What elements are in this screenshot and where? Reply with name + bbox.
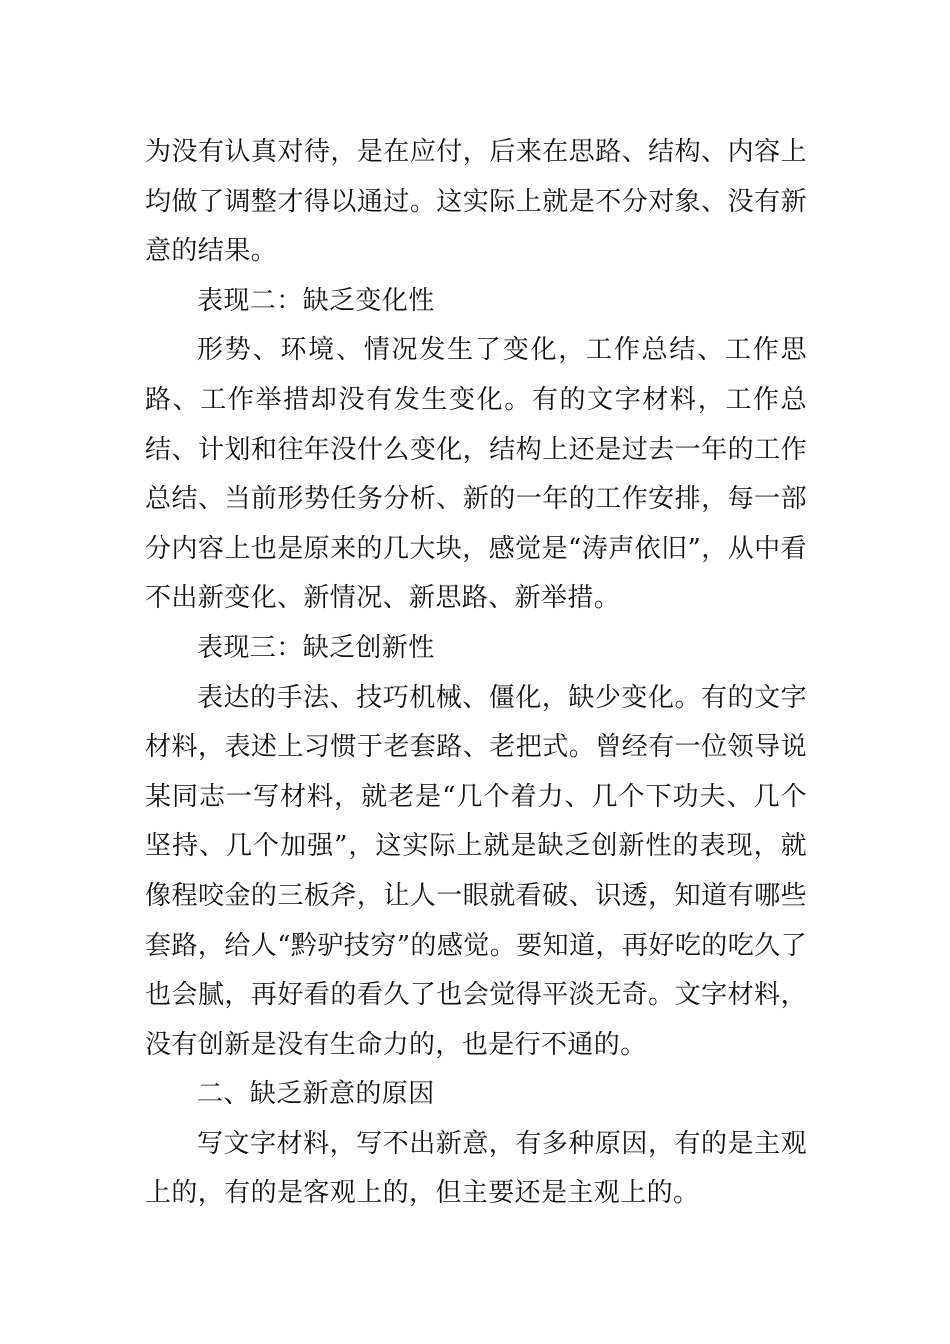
subheading-manifestation-three: 表现三：缺乏创新性 — [197, 632, 435, 663]
paragraph-lack-of-innovation: 表达的手法、技巧机械、僵化，缺少变化。有的文字材料，表述上习惯于老套路、老把式。曾经有一位领导说某同志一写材料，就老是“几个着力、几个下功夫、几个坚持、几个加强”，这实际上就是缺乏创新性的表现，就像程咬金的三板斧，让人一眼就看破、识透，知道有哪些套路，给人“黔驴技穷”的感觉。要知道，再好吃的吃久了也会腻，再好看的看久了也会觉得平淡无奇。文字材料，没有创新是没有生命力的，也是行不通的。 — [145, 682, 807, 1060]
section-heading-causes: 二、缺乏新意的原因 — [197, 1079, 435, 1110]
paragraph-continuation: 为没有认真对待，是在应付，后来在思路、结构、内容上均做了调整才得以通过。这实际上就是不分对象、没有新意的结果。 — [145, 137, 807, 267]
subheading-manifestation-two: 表现二：缺乏变化性 — [197, 285, 435, 316]
document-page — [145, 128, 807, 1219]
paragraph-lack-of-change: 形势、环境、情况发生了变化，工作总结、工作思路、工作举措却没有发生变化。有的文字材料，工作总结、计划和往年没什么变化，结构上还是过去一年的工作总结、当前形势任务分析、新的一年的工作安排，每一部分内容上也是原来的几大块，感觉是“涛声依旧”，从中看不出新变化、新情况、新思路、新举措。 — [145, 335, 807, 614]
paragraph-causes-intro: 写文字材料，写不出新意，有多种原因，有的是主观上的，有的是客观上的，但主要还是主观上的。 — [145, 1128, 807, 1209]
